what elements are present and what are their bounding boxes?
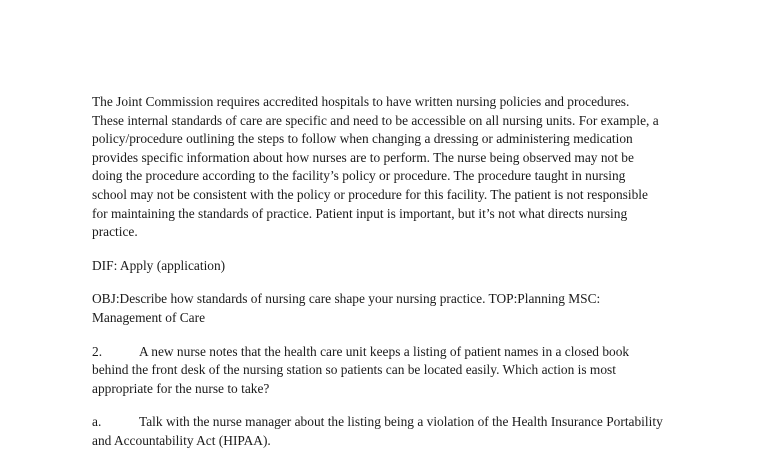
text-line: These internal standards of care are specific and need to be accessible on all nursing units. For example, a xyxy=(92,112,659,128)
objective-paragraph xyxy=(92,290,692,327)
text-line: for maintaining the standards of practice. Patient input is important, but it’s not what directs nursing xyxy=(92,205,628,221)
question-paragraph xyxy=(92,343,692,399)
text-line: practice. xyxy=(92,224,138,240)
text-line: school may not be consistent with the policy or procedure for this facility. The patient is not responsible xyxy=(92,186,648,202)
document-content xyxy=(92,93,692,451)
question-first-line xyxy=(92,343,692,362)
text-line: policy/procedure outlining the steps to follow when changing a dressing or administering medication xyxy=(92,131,633,147)
option-a-paragraph xyxy=(92,413,692,450)
text-line: The Joint Commission requires accredited hospitals to have written nursing policies and procedures. xyxy=(92,94,630,109)
text-line: Management of Care xyxy=(92,309,206,325)
text-line: doing the procedure according to the facility’s policy or procedure. The procedure taught in nursing xyxy=(92,168,626,184)
rationale-paragraph xyxy=(92,93,692,242)
text-line: Talk with the nurse manager about the listing being a violation of the Health Insurance Portability xyxy=(139,414,663,430)
text-line: provides specific information about how nurses are to perform. The nurse being observed may not be xyxy=(92,149,634,165)
text-line: and Accountability Act (HIPAA). xyxy=(92,432,271,448)
text-line: A new nurse notes that the health care unit keeps a listing of patient names in a closed book xyxy=(139,343,630,359)
text-line: appropriate for the nurse to take? xyxy=(92,380,270,396)
option-a-first-line xyxy=(92,413,692,432)
question-number: 2. xyxy=(92,343,103,359)
difficulty-line xyxy=(92,257,692,276)
text-line: OBJ:Describe how standards of nursing care shape your nursing practice. TOP:Planning MSC: xyxy=(92,291,601,307)
option-letter: a. xyxy=(92,414,102,430)
difficulty-text: DIF: Apply (application) xyxy=(92,257,226,273)
text-line: behind the front desk of the nursing station so patients can be located easily. Which action is most xyxy=(92,362,616,378)
